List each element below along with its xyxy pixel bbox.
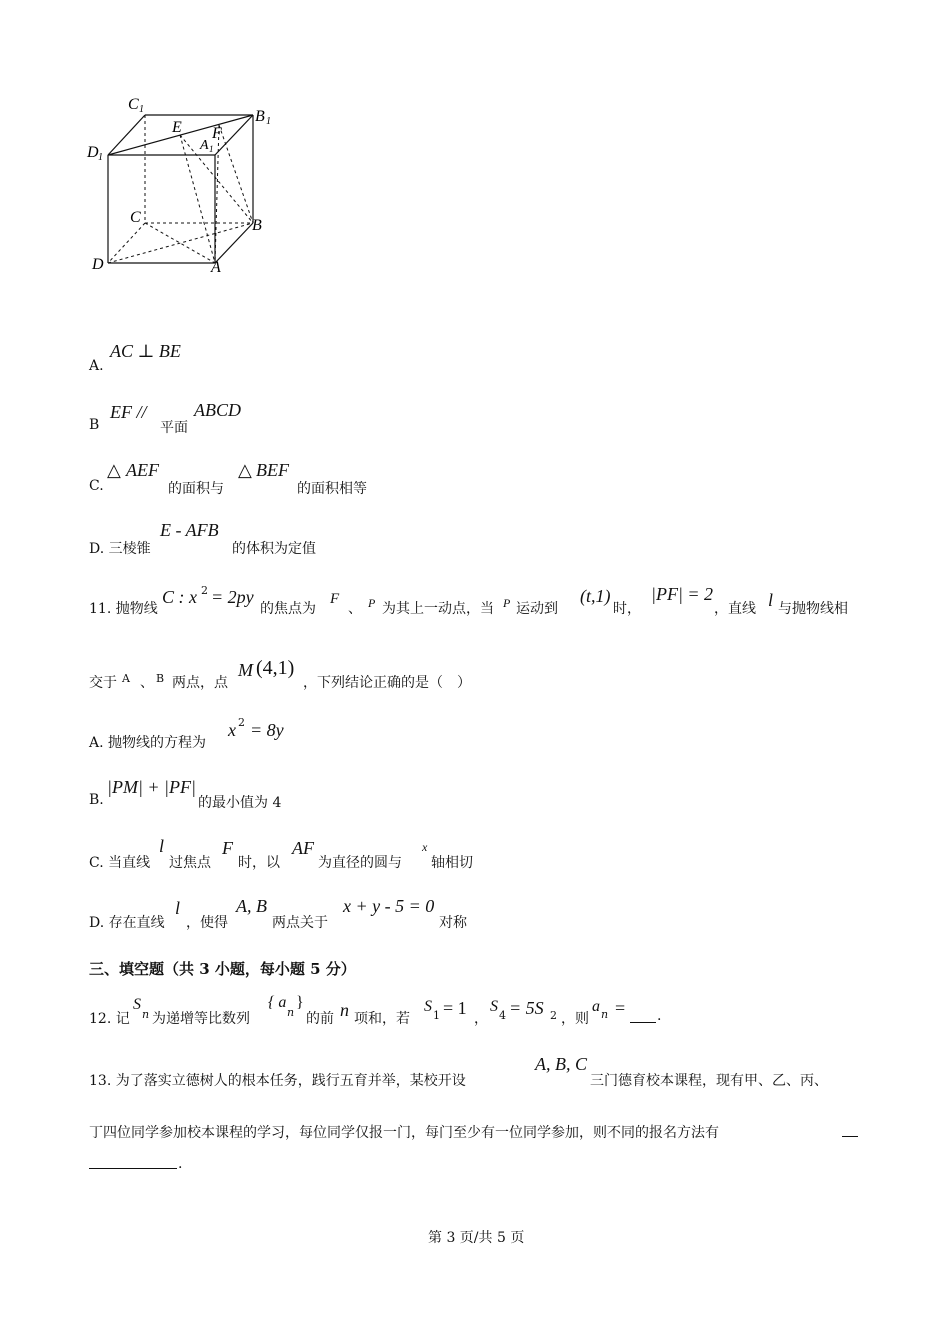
text: 时， xyxy=(613,601,641,617)
label-c1-sub: 1 xyxy=(139,104,144,115)
subscript: 2 xyxy=(550,1009,557,1022)
text: 为递增等比数列 xyxy=(152,1011,250,1027)
page-footer: 第 3 页/共 5 页 xyxy=(428,1230,525,1246)
label-b: B xyxy=(252,217,262,234)
math-expr: |PF| = 2 xyxy=(651,584,714,604)
text: 的前 xyxy=(306,1011,334,1027)
superscript: 2 xyxy=(201,584,208,597)
math-expr: = 1 xyxy=(443,998,467,1018)
math-var: S xyxy=(490,998,498,1015)
math-var: P xyxy=(368,596,376,610)
option-text: 过焦点 xyxy=(169,855,211,871)
math-var: x xyxy=(422,840,428,854)
option-label: C. 当直线 xyxy=(89,855,151,871)
label-d: D xyxy=(92,256,104,273)
math-expr: { a xyxy=(268,994,287,1011)
triangle-symbol: △ xyxy=(107,460,121,480)
math-expr: |PM| + |PF| xyxy=(107,777,196,797)
text: 交于 xyxy=(89,675,117,691)
label-d1: D xyxy=(87,144,99,161)
text: 与抛物线相 xyxy=(778,601,848,617)
math-expr: = 8y xyxy=(250,720,284,740)
math-expr: E - AFB xyxy=(160,520,219,540)
text: 丁四位同学参加校本课程的学习，每位同学仅报一门，每门至少有一位同学参加，则不同的报名方法有 xyxy=(89,1125,719,1141)
math-expr: = 5S xyxy=(509,998,544,1018)
math-var: n xyxy=(340,1000,349,1020)
math-expr: C : x xyxy=(162,587,197,607)
cube-figure xyxy=(85,95,285,285)
text: . xyxy=(178,1156,183,1172)
option-text: 对称 xyxy=(439,915,467,931)
answer-blank[interactable] xyxy=(630,1008,656,1023)
text: 运动到 xyxy=(516,601,558,617)
label-a1-sub: 1 xyxy=(209,144,214,154)
math-expr: EF // xyxy=(110,402,147,422)
label-f: F xyxy=(212,125,222,142)
math-var: x xyxy=(228,720,236,740)
option-label: D. 存在直线 xyxy=(89,915,165,931)
option-label: D. 三棱锥 xyxy=(89,541,151,557)
option-label: A. xyxy=(89,358,104,374)
option-label: B. xyxy=(89,792,104,808)
option-label: A. 抛物线的方程为 xyxy=(89,735,207,751)
section-heading: 三、填空题（共 3 小题，每小题 5 分） xyxy=(89,960,356,978)
text: 项和，若 xyxy=(354,1011,410,1027)
math-var: l xyxy=(159,836,165,856)
math-var: M xyxy=(238,660,253,680)
point-label: B xyxy=(156,672,165,685)
math-var: S xyxy=(133,996,141,1013)
math-expr: A, B xyxy=(236,896,267,916)
math-var: S xyxy=(424,998,432,1015)
math-var: F xyxy=(222,838,233,858)
option-label: C. xyxy=(89,478,104,494)
option-text: 的最小值为 4 xyxy=(198,795,282,811)
math-expr: ABCD xyxy=(194,400,241,420)
option-label: B xyxy=(89,417,100,433)
subscript: n xyxy=(287,1006,295,1019)
text: ， xyxy=(474,1011,488,1027)
text: ，则 xyxy=(561,1011,589,1027)
triangle-symbol: △ xyxy=(238,460,252,480)
math-expr: A, B, C xyxy=(535,1054,587,1074)
text: 、 xyxy=(348,601,362,617)
math-expr: x + y - 5 = 0 xyxy=(343,896,435,916)
option-text: 的面积与 xyxy=(168,481,224,497)
math-expr: } xyxy=(296,994,304,1011)
answer-blank-cont[interactable] xyxy=(89,1154,177,1169)
math-expr: = 2py xyxy=(211,587,254,607)
label-b1: B xyxy=(255,108,265,125)
option-text: 两点关于 xyxy=(272,915,328,931)
math-expr: (4,1) xyxy=(256,657,295,679)
math-expr: BEF xyxy=(256,460,289,480)
text: . xyxy=(657,1008,662,1024)
answer-blank[interactable] xyxy=(842,1122,858,1137)
subscript: 4 xyxy=(499,1009,506,1022)
superscript: 2 xyxy=(238,716,245,729)
label-a: A xyxy=(211,259,221,276)
q12-number: 12. 记 xyxy=(89,1011,130,1027)
option-text: 为直径的圆与 xyxy=(318,855,402,871)
option-text: 的面积相等 xyxy=(297,481,367,497)
math-var: l xyxy=(175,898,181,918)
math-expr: = xyxy=(615,998,626,1018)
q11-number: 11. 抛物线 xyxy=(89,601,158,617)
label-d1-sub: 1 xyxy=(98,152,103,163)
subscript: n xyxy=(142,1008,150,1021)
math-expr: (t,1) xyxy=(580,586,611,606)
math-expr: AC ⊥ BE xyxy=(110,341,181,361)
option-text: 时，以 xyxy=(238,855,280,871)
math-var: P xyxy=(503,596,511,610)
text: ，直线 xyxy=(714,601,756,617)
text: 、 xyxy=(140,675,154,691)
label-e: E xyxy=(172,119,182,136)
label-b1-sub: 1 xyxy=(266,116,271,127)
math-var: l xyxy=(768,590,774,610)
subscript: 1 xyxy=(433,1009,440,1022)
text: 为其上一动点，当 xyxy=(382,601,494,617)
label-c1: C xyxy=(128,96,139,113)
math-expr: AEF xyxy=(126,460,159,480)
option-text: 轴相切 xyxy=(431,855,473,871)
label-c: C xyxy=(130,209,141,226)
math-var: F xyxy=(330,591,340,607)
option-text: 的体积为定值 xyxy=(232,541,316,557)
option-text: 平面 xyxy=(160,420,188,436)
text: 两点，点 xyxy=(172,675,228,691)
label-a1: A xyxy=(200,138,209,153)
point-label: A xyxy=(122,672,130,685)
subscript: n xyxy=(601,1008,609,1021)
math-var: a xyxy=(592,998,600,1015)
option-text: ，使得 xyxy=(186,915,228,931)
text: ，下列结论正确的是（ ） xyxy=(303,675,471,691)
math-expr: AF xyxy=(292,838,314,858)
text: 的焦点为 xyxy=(260,601,316,617)
q13-number: 13. 为了落实立德树人的根本任务，践行五育并举，某校开设 xyxy=(89,1073,466,1089)
text: 三门德育校本课程，现有甲、乙、丙、 xyxy=(590,1073,828,1089)
